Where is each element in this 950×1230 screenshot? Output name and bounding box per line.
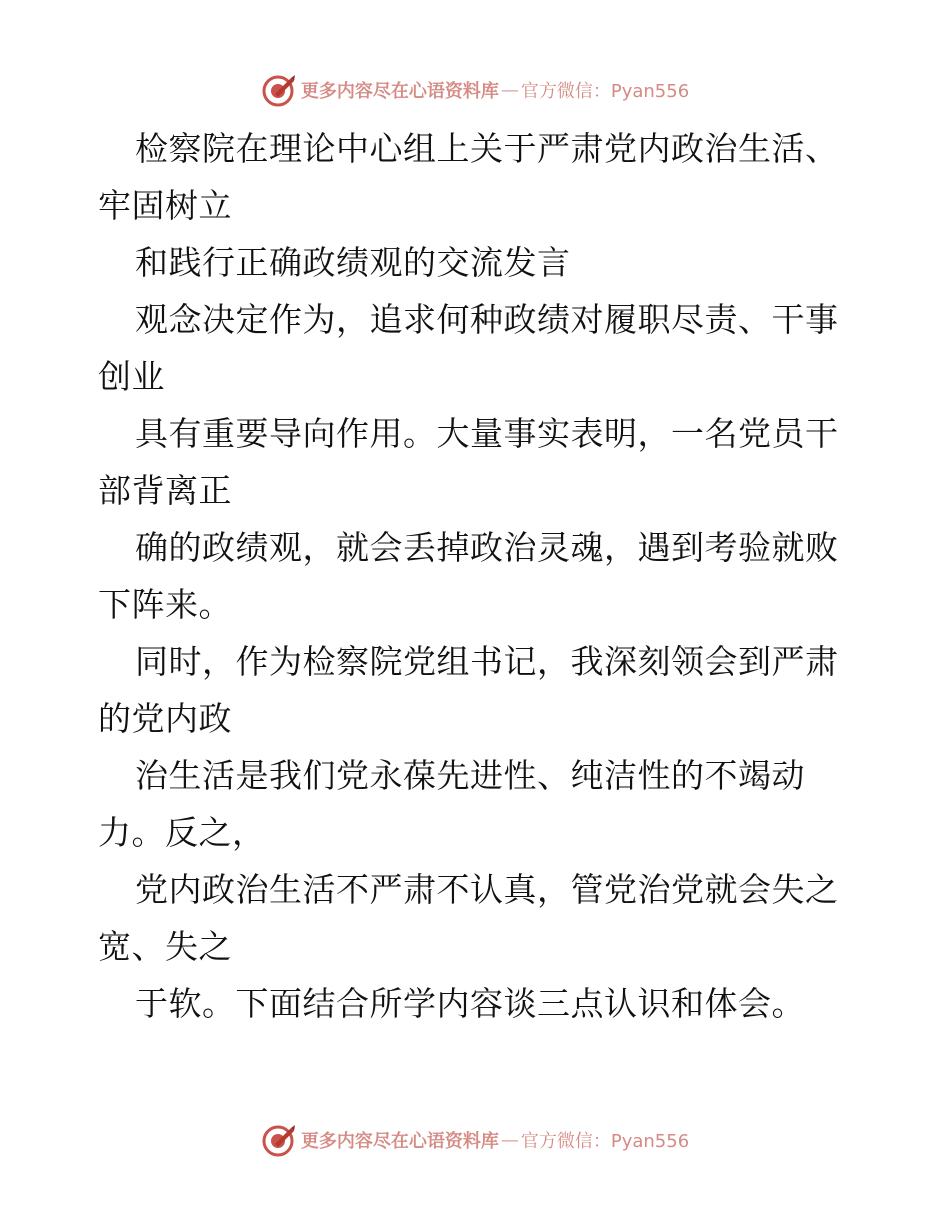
body-line: 治生活是我们党永葆先进性、纯洁性的不竭动: [135, 756, 805, 795]
watermark-dash: —: [500, 1129, 519, 1151]
body-line: 检察院在理论中心组上关于严肃党内政治生活、: [135, 129, 839, 168]
body-line: 确的政绩观，就会丢掉政治灵魂，遇到考验就败: [135, 528, 839, 567]
body-line: 下阵来。: [98, 585, 232, 624]
logo-icon: [261, 1122, 297, 1158]
logo-icon: [261, 72, 297, 108]
watermark-sub-text: 官方微信：Pyan556: [520, 1131, 690, 1152]
watermark-main-text: 更多内容尽在心语资料库: [300, 81, 499, 102]
watermark-sub-text: 官方微信：Pyan556: [520, 81, 690, 102]
body-line: 观念决定作为，追求何种政绩对履职尽责、干事: [135, 300, 839, 339]
body-line: 和践行正确政绩观的交流发言: [135, 243, 571, 282]
body-line: 牢固树立: [98, 186, 232, 225]
watermark-dash: —: [500, 79, 519, 101]
watermark-main-text: 更多内容尽在心语资料库: [300, 1131, 499, 1152]
body-line: 创业: [98, 357, 165, 396]
body-line: 具有重要导向作用。大量事实表明，一名党员干: [135, 414, 839, 453]
body-line: 于软。下面结合所学内容谈三点认识和体会。: [135, 984, 805, 1023]
body-line: 的党内政: [98, 699, 232, 738]
document-body: [98, 120, 858, 1032]
body-line: 党内政治生活不严肃不认真，管党治党就会失之: [135, 870, 839, 909]
body-line: 宽、失之: [98, 927, 232, 966]
body-line: 部背离正: [98, 471, 232, 510]
header-watermark: [0, 70, 950, 110]
footer-watermark: [0, 1120, 950, 1160]
body-line: 力。反之，: [98, 813, 266, 852]
body-line: 同时，作为检察院党组书记，我深刻领会到严肃: [135, 642, 839, 681]
